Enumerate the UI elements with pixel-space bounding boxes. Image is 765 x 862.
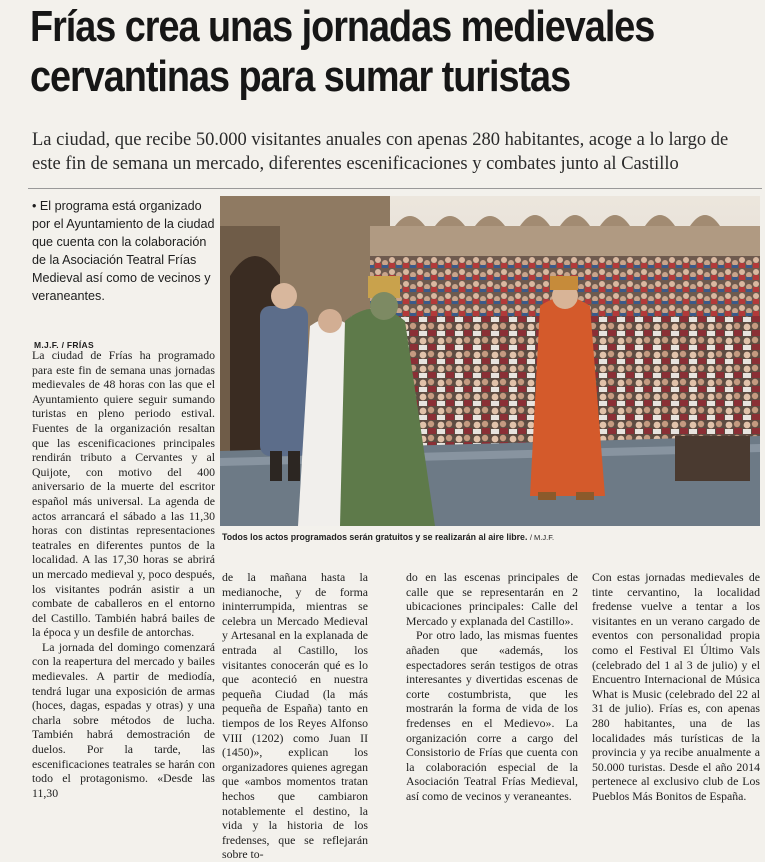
- article-column-3: [406, 570, 578, 804]
- byline: M.J.F. / FRÍAS: [34, 340, 94, 350]
- col1-paragraph-1: La ciudad de Frías ha programado para este fin de semana unas jornadas medievales de 48 horas con las que el Ayuntamiento quiere seguir sumando turistas en pleno periodo estival. Fuentes de la organización resaltan que las escenificaciones principales rendirán tributo a Cervantes y al Quijote, con motivo del 400 aniversario de la muerte del escritor español más universal. La agenda de actos arrancará el sábado a las 11,30 horas con distintas representaciones teatrales en diferentes puntos de la localidad. A las 17,30 horas se abrirá un mercado medieval y, poco después, los visitantes podrán asistir a un combate de caballeros en el entorno del Castillo. También habrá bailes de la época y un desfile de antorchas.: [32, 348, 215, 640]
- article-column-4: [592, 570, 760, 804]
- photo-medieval-scene: [220, 196, 760, 526]
- article-column-2: [222, 570, 368, 862]
- article-column-1: [32, 348, 215, 800]
- headline: [30, 2, 761, 102]
- col3-paragraph-2: Por otro lado, las mismas fuentes añaden que «además, los espectadores serán testigos de otras interesantes y divertidas escenas de corte costumbrista, que les mostrarán la forma de vida de los fredenses en el Medievo». La organización corre a cargo del Consistorio de Frías que cuenta con la colaboración especial de la Asociación Teatral Frías Medieval, así como de vecinos y veraneantes.: [406, 628, 578, 803]
- photo-caption: [222, 532, 760, 542]
- headline-line-1: Frías crea unas jornadas medievales: [30, 2, 655, 51]
- caption-credit: / M.J.F.: [529, 533, 555, 542]
- summary-bullet: • El programa está organizado por el Ayuntamiento de la ciudad que cuenta con la colaboración de la Asociación Teatral Frías Medieval así como de vecinos y veraneantes.: [32, 199, 215, 303]
- col4-paragraph-1: Con estas jornadas medievales de tinte cervantino, la localidad fredense vuelve a tentar a los visitantes en un verano cargado de eventos con personalidad propia como el Festival El Último Vals (celebrado del 1 al 3 de julio) y el Encuentro Internacional de Música What is Music (celebrado del 22 al 31 de julio). Frías es, con apenas 280 habitantes, una de las localidades más turísticas de la provincia y ya recibe anualmente a 50.000 turistas. Desde el año 2014 pertenece al exclusivo club de Los Pueblos Más Bonitos de España.: [592, 570, 760, 803]
- col1-paragraph-2: La jornada del domingo comenzará con la reapertura del mercado y bailes medievales. A partir de mediodía, tendrá lugar una exposición de armas (hoces, dagas, espadas y otras) y una charla sobre métodos de lucha. También habrá demostración de duelos. Por la tarde, las escenificaciones teatrales se harán con todo el protagonismo. «Desde las 11,30: [32, 639, 215, 800]
- col2-paragraph-1: de la mañana hasta la medianoche, y de forma ininterrumpida, mientras se celebra un Mercado Medieval y Artesanal en la explanada de entrada al Castillo, los visitantes conocerán qué es lo que aconteció en nuestra pequeña Ciudad (la más pequeña de España) tanto en tiempos de los Reyes Alfonso VIII (1202) como Juan II (1450)», explican los organizadores quienes agregan que «ambos momentos tratan hechos que cambiaron notablemente el destino, la vida y la historia de los fredenses, que se reflejarán sobre to-: [222, 570, 368, 862]
- col3-paragraph-1: do en las escenas principales de calle que se representarán en 2 ubicaciones principales: Calle del Mercado y explanada del Castillo».: [406, 570, 578, 628]
- divider: [28, 188, 762, 189]
- photo-illustration: [220, 196, 760, 526]
- caption-text: Todos los actos programados serán gratuitos y se realizarán al aire libre.: [222, 532, 528, 542]
- subtitle: La ciudad, que recibe 50.000 visitantes anuales con apenas 280 habitantes, acoge a lo largo de este fin de semana un mercado, diferentes escenificaciones y combates junto al Castillo: [32, 130, 729, 174]
- headline-line-2: cervantinas para sumar turistas: [30, 52, 571, 101]
